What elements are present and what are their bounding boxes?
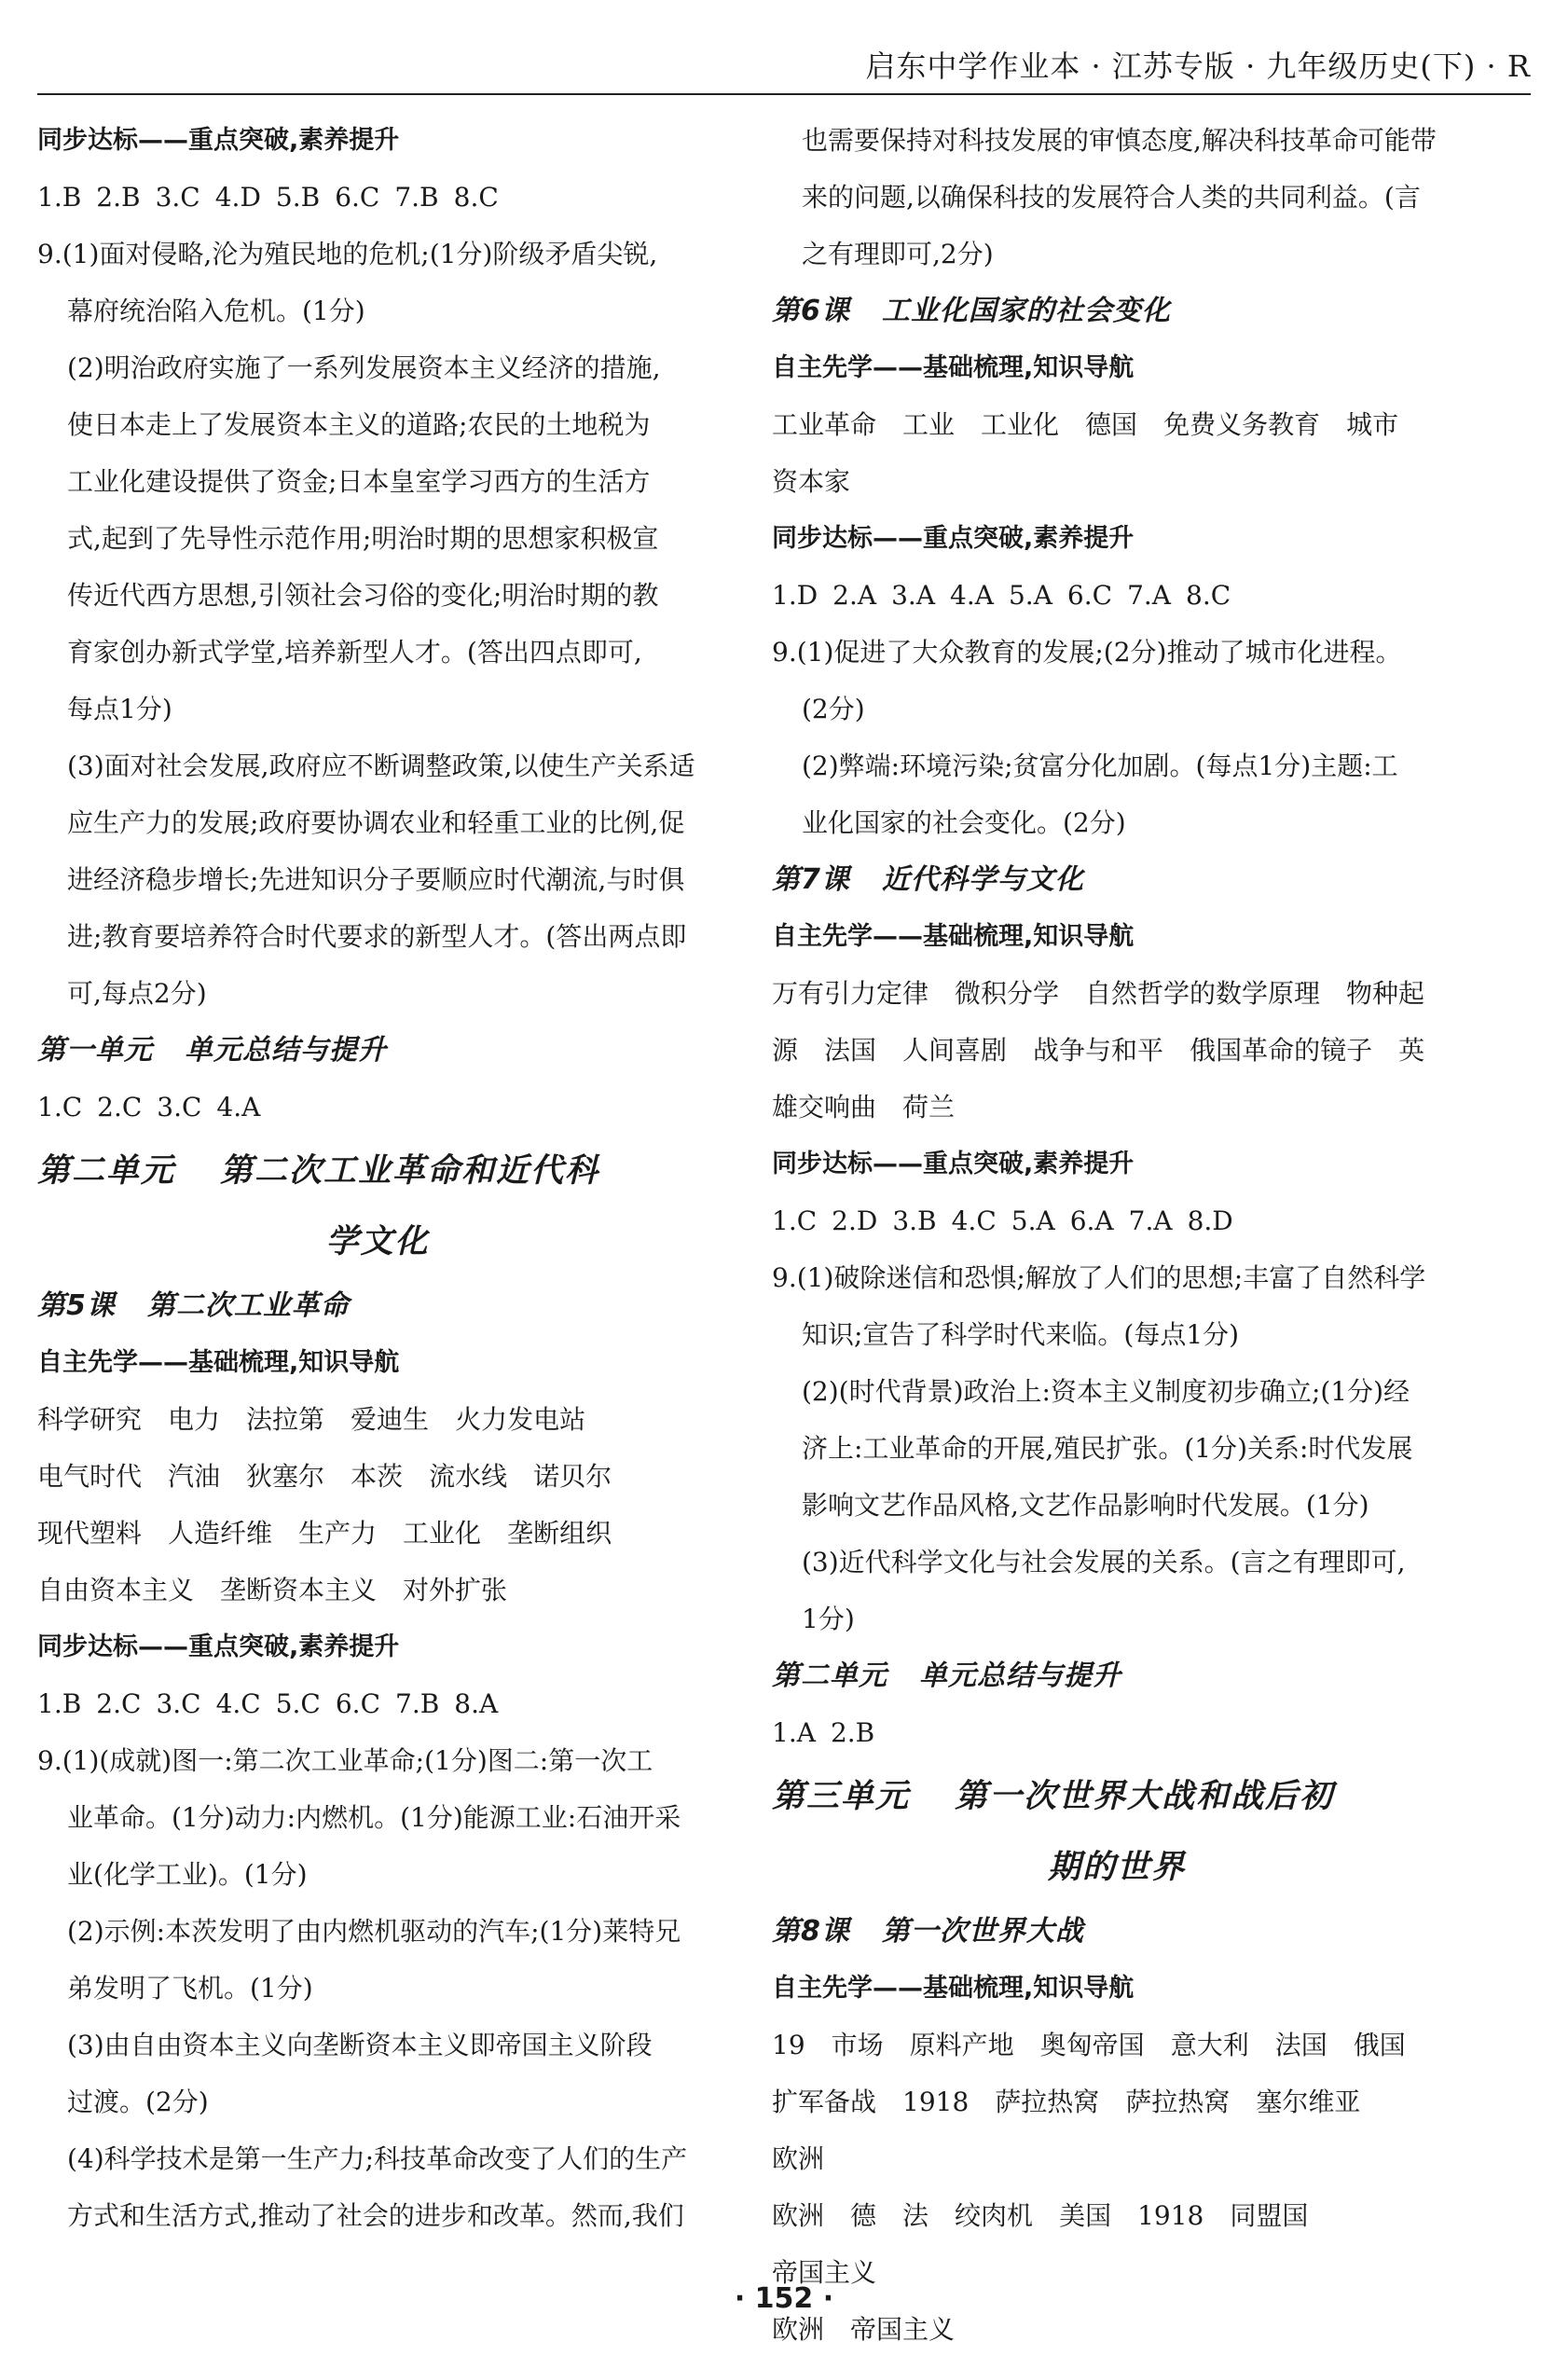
section-heading: 同步达标——重点突破,素养提升 <box>772 1150 1135 1178</box>
right-column <box>772 112 1462 2358</box>
term: 电气时代 <box>37 1461 143 1492</box>
answer: 8.A <box>454 1688 499 1719</box>
answer: 1.C <box>772 1205 818 1236</box>
term: 免费义务教育 <box>1163 409 1321 440</box>
lesson-number: 第7课 <box>772 863 850 896</box>
unit-title: 第一单元 <box>37 1034 153 1067</box>
answer: 4.C <box>951 1205 997 1236</box>
term: 万有引力定律 <box>772 978 929 1009</box>
term: 荷兰 <box>902 1092 956 1123</box>
section-heading: 自主先学——基础梳理,知识导航 <box>772 1974 1135 2003</box>
question-line: 传近代西方思想,引领社会习俗的变化;明治时期的教 <box>67 580 659 611</box>
term: 美国 <box>1059 2200 1112 2231</box>
page-header: 启东中学作业本 · 江苏专版 · 九年级历史(下) · R <box>865 48 1531 84</box>
answer: 1.A <box>772 1717 816 1748</box>
lesson-heading <box>772 282 1462 339</box>
question-line: (3)面对社会发展,政府应不断调整政策,以使生产关系适 <box>67 751 695 781</box>
unit-heading-cont: 期的世界 <box>1047 1849 1186 1886</box>
question-line: (2分) <box>802 694 865 724</box>
term: 诺贝尔 <box>533 1461 612 1492</box>
term: 工业化 <box>403 1518 482 1549</box>
question-line: 弟发明了飞机。(1分) <box>67 1973 313 2004</box>
lesson-heading <box>772 851 1462 908</box>
term: 生产力 <box>298 1518 378 1549</box>
term: 萨拉热窝 <box>995 2087 1100 2117</box>
question-line: 之有理即可,2分) <box>802 239 994 269</box>
question-line: 影响文艺作品风格,文艺作品影响时代发展。(1分) <box>802 1490 1369 1521</box>
term: 法国 <box>1274 2030 1327 2060</box>
answer: 1.D <box>772 580 818 611</box>
term: 汽油 <box>168 1461 221 1492</box>
answer-row <box>37 1079 718 1136</box>
term: 垄断资本主义 <box>220 1575 378 1605</box>
terms-row <box>37 1391 718 1448</box>
question-line: 使日本走上了发展资本主义的道路;农民的土地税为 <box>67 409 651 440</box>
term: 爱迪生 <box>351 1404 430 1435</box>
lesson-title: 第二次工业革命 <box>146 1289 350 1322</box>
term: 俄国革命的镜子 <box>1190 1035 1373 1066</box>
answer: 2.A <box>832 580 877 611</box>
term: 物种起 <box>1346 978 1425 1009</box>
question-line: 进;教育要培养符合时代要求的新型人才。(答出两点即 <box>67 921 687 952</box>
unit-subtitle: 单元总结与提升 <box>919 1660 1121 1692</box>
section-heading: 自主先学——基础梳理,知识导航 <box>772 353 1135 382</box>
question-line: (4)科学技术是第一生产力;科技革命改变了人们的生产 <box>67 2143 688 2174</box>
answer: 3.C <box>156 1688 201 1719</box>
answer: 4.A <box>216 1092 261 1123</box>
answer: 6.C <box>1066 580 1113 611</box>
terms-row <box>772 1079 1462 1136</box>
question-line: 也需要保持对科技发展的审慎态度,解决科技革命可能带 <box>802 125 1437 156</box>
term: 狄塞尔 <box>246 1461 325 1492</box>
term: 现代塑料 <box>37 1518 143 1549</box>
answer: 6.A <box>1069 1205 1114 1236</box>
lesson-title: 工业化国家的社会变化 <box>881 295 1171 327</box>
term: 工业革命 <box>772 409 877 440</box>
section-heading: 自主先学——基础梳理,知识导航 <box>37 1348 400 1377</box>
answer: 1.B <box>37 182 82 213</box>
term: 微积分学 <box>955 978 1060 1009</box>
answer: 7.B <box>395 1688 440 1719</box>
question-line: 每点1分) <box>67 694 172 724</box>
term: 奥匈帝国 <box>1039 2030 1145 2060</box>
answer: 5.A <box>1011 1205 1055 1236</box>
term: 法拉第 <box>246 1404 325 1435</box>
term: 流水线 <box>429 1461 508 1492</box>
section-heading: 同步达标——重点突破,素养提升 <box>37 1632 400 1661</box>
lesson-heading <box>37 1277 718 1334</box>
question-line: 业革命。(1分)动力:内燃机。(1分)能源工业:石油开采 <box>67 1802 681 1833</box>
unit-heading <box>37 1136 718 1206</box>
answer: 2.C <box>96 1688 142 1719</box>
unit-heading-cont: 学文化 <box>325 1223 430 1260</box>
answer: 7.A <box>1128 1205 1173 1236</box>
unit-summary-heading <box>37 1022 718 1079</box>
answer: 3.B <box>892 1205 937 1236</box>
term: 1918 <box>902 2087 970 2117</box>
term: 扩军备战 <box>772 2087 877 2117</box>
answer-row <box>37 169 718 226</box>
answer: 2.B <box>96 182 141 213</box>
term: 火力发电站 <box>455 1404 586 1435</box>
unit-subtitle: 第一次世界大战和战后初 <box>955 1778 1335 1815</box>
answer: 4.A <box>950 580 994 611</box>
term: 英 <box>1398 1035 1425 1066</box>
question-line: (3)由自由资本主义向垄断资本主义即帝国主义阶段 <box>67 2030 653 2060</box>
term: 对外扩张 <box>403 1575 508 1605</box>
term: 法 <box>902 2200 929 2231</box>
terms-row <box>772 1022 1462 1079</box>
question-line: (2)(时代背景)政治上:资本主义制度初步确立;(1分)经 <box>802 1376 1410 1407</box>
question-line: 9.(1)面对侵略,沦为殖民地的危机;(1分)阶级矛盾尖锐, <box>37 239 658 269</box>
unit-heading <box>772 1761 1462 1832</box>
answer: 3.C <box>155 182 200 213</box>
term: 资本家 <box>772 466 851 497</box>
term: 萨拉热窝 <box>1125 2087 1231 2117</box>
term: 战争与和平 <box>1033 1035 1164 1066</box>
unit-subtitle: 单元总结与提升 <box>185 1034 387 1067</box>
question-line: 业(化学工业)。(1分) <box>67 1859 308 1890</box>
question-line: 来的问题,以确保科技的发展符合人类的共同利益。(言 <box>802 182 1421 213</box>
unit-subtitle: 第二次工业革命和近代科 <box>220 1152 600 1190</box>
term: 本茨 <box>351 1461 404 1492</box>
term: 德 <box>850 2200 877 2231</box>
terms-row <box>772 2073 1462 2187</box>
question-line: 可,每点2分) <box>67 978 207 1009</box>
answer: 8.C <box>453 182 499 213</box>
answer-row <box>772 567 1462 624</box>
terms-row <box>772 396 1462 453</box>
question-line: (3)近代科学文化与社会发展的关系。(言之有理即可, <box>802 1547 1406 1577</box>
question-line: (2)示例:本茨发明了由内燃机驱动的汽车;(1分)莱特兄 <box>67 1916 681 1947</box>
question-line: 幕府统治陷入危机。(1分) <box>67 296 365 326</box>
term: 法国 <box>824 1035 877 1066</box>
question-line: 9.(1)破除迷信和恐惧;解放了人们的思想;丰富了自然科学 <box>772 1262 1426 1293</box>
question-line: 工业化建设提供了资金;日本皇室学习西方的生活方 <box>67 466 651 497</box>
answer: 5.B <box>275 182 321 213</box>
question-line: 业化国家的社会变化。(2分) <box>802 807 1126 838</box>
answer: 5.A <box>1008 580 1052 611</box>
terms-row <box>772 2017 1462 2073</box>
question-line: 方式和生活方式,推动了社会的进步和改革。然而,我们 <box>67 2200 684 2231</box>
term: 自由资本主义 <box>37 1575 195 1605</box>
answer: 3.A <box>891 580 936 611</box>
term: 自然哲学的数学原理 <box>1085 978 1321 1009</box>
unit-title: 第二单元 <box>37 1152 176 1190</box>
unit-summary-heading <box>772 1647 1462 1704</box>
lesson-heading <box>772 1903 1462 1960</box>
question-line: 应生产力的发展;政府要协调农业和轻重工业的比例,促 <box>67 807 685 838</box>
term: 同盟国 <box>1230 2200 1309 2231</box>
term: 人间喜剧 <box>902 1035 1008 1066</box>
term: 城市 <box>1346 409 1399 440</box>
term: 原料产地 <box>909 2030 1014 2060</box>
terms-row <box>772 453 1462 510</box>
page-number: · 152 · <box>734 2282 834 2315</box>
term: 垄断组织 <box>507 1518 612 1549</box>
term: 意大利 <box>1170 2030 1249 2060</box>
answer: 8.C <box>1186 580 1231 611</box>
term: 绞肉机 <box>955 2200 1034 2231</box>
answer: 8.D <box>1187 1205 1233 1236</box>
question-line: 进经济稳步增长;先进知识分子要顺应时代潮流,与时俱 <box>67 864 685 895</box>
answer: 1.B <box>37 1688 82 1719</box>
term: 塞尔维亚 <box>1256 2087 1361 2117</box>
question-line: 知识;宣告了科学时代来临。(每点1分) <box>802 1319 1240 1350</box>
terms-row <box>772 965 1462 1022</box>
section-heading: 同步达标——重点突破,素养提升 <box>37 126 400 155</box>
question-line: 式,起到了先导性示范作用;明治时期的思想家积极宣 <box>67 523 659 554</box>
answer: 1.C <box>37 1092 83 1123</box>
terms-row <box>37 1562 718 1618</box>
answer: 2.D <box>832 1205 878 1236</box>
term: 科学研究 <box>37 1404 143 1435</box>
term: 电力 <box>168 1404 221 1435</box>
term: 欧洲 <box>772 2200 825 2231</box>
answer-row <box>37 1675 718 1732</box>
question-line: 9.(1)(成就)图一:第二次工业革命;(1分)图二:第一次工 <box>37 1745 653 1776</box>
answer: 4.C <box>215 1688 261 1719</box>
answer: 6.C <box>335 182 380 213</box>
term: 欧洲 <box>772 2143 825 2174</box>
term: 德国 <box>1085 409 1138 440</box>
lesson-number: 第8课 <box>772 1915 850 1948</box>
term: 1918 <box>1137 2200 1204 2231</box>
terms-row <box>37 1448 718 1505</box>
term: 工业化 <box>981 409 1060 440</box>
answer: 4.D <box>214 182 261 213</box>
section-heading: 自主先学——基础梳理,知识导航 <box>772 922 1135 951</box>
lesson-title: 第一次世界大战 <box>881 1915 1084 1948</box>
lesson-number: 第6课 <box>772 295 850 327</box>
answer: 7.B <box>394 182 439 213</box>
lesson-number: 第5课 <box>37 1289 116 1322</box>
term: 雄交响曲 <box>772 1092 877 1123</box>
answer: 2.B <box>830 1717 875 1748</box>
answer-row <box>772 1704 1462 1761</box>
section-heading: 同步达标——重点突破,素养提升 <box>772 524 1135 553</box>
term: 俄国 <box>1353 2030 1406 2060</box>
answer-row <box>772 1192 1462 1249</box>
answer: 2.C <box>97 1092 143 1123</box>
term: 源 <box>772 1035 799 1066</box>
question-line: (2)弊端:环境污染;贫富分化加剧。(每点1分)主题:工 <box>802 751 1398 781</box>
question-line: 育家创办新式学堂,培养新型人才。(答出四点即可, <box>67 637 642 668</box>
term: 欧洲 <box>772 2314 825 2345</box>
answer: 7.A <box>1127 580 1171 611</box>
header-rule <box>37 93 1531 95</box>
question-line: (2)明治政府实施了一系列发展资本主义经济的措施, <box>67 352 661 383</box>
left-column <box>37 112 718 2244</box>
term: 市场 <box>831 2030 884 2060</box>
lesson-title: 近代科学与文化 <box>881 863 1084 896</box>
question-line: 9.(1)促进了大众教育的发展;(2分)推动了城市化进程。 <box>772 637 1402 668</box>
answer: 5.C <box>275 1688 321 1719</box>
terms-row <box>37 1505 718 1562</box>
question-line: 济上:工业革命的开展,殖民扩张。(1分)关系:时代发展 <box>802 1433 1413 1464</box>
unit-title: 第二单元 <box>772 1660 887 1692</box>
question-line: 1分) <box>802 1604 855 1634</box>
answer: 6.C <box>335 1688 380 1719</box>
term: 人造纤维 <box>168 1518 273 1549</box>
term: 工业 <box>902 409 956 440</box>
question-line: 过渡。(2分) <box>67 2087 209 2117</box>
term: 19 <box>772 2030 805 2060</box>
term: 帝国主义 <box>850 2314 956 2345</box>
unit-title: 第三单元 <box>772 1778 911 1815</box>
term: 帝国主义 <box>772 2257 877 2288</box>
answer: 3.C <box>157 1092 202 1123</box>
